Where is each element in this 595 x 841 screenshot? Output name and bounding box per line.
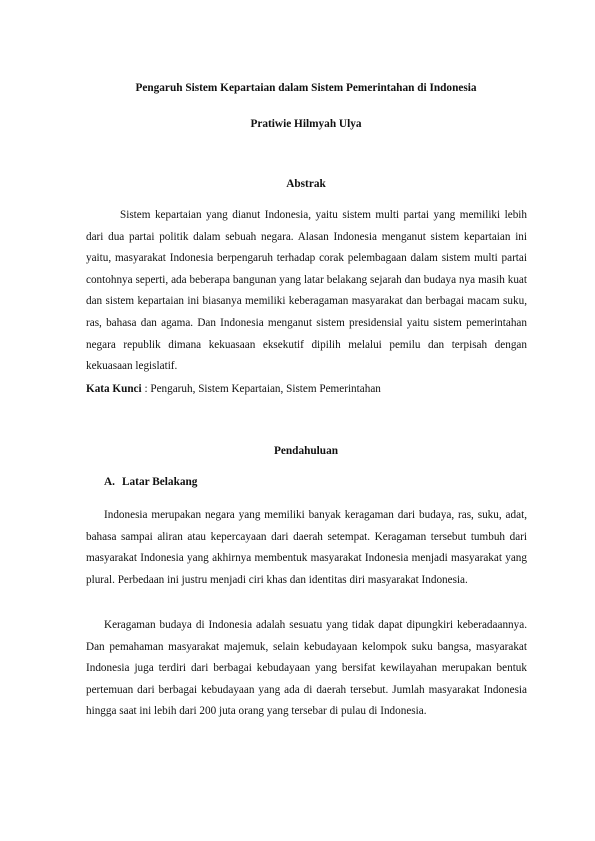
subsection-title: Latar Belakang — [122, 476, 198, 488]
introduction-paragraph: Indonesia merupakan negara yang memiliki banyak keragaman dari budaya, ras, suku, adat, bahasa sampai aliran atau kepercayaan dari daerah setempat. Keragaman tersebut tumbuh dari masyarakat Indonesia yang akhirnya membentuk masyarakat Indonesia menjadi masyarakat yang plural. Perbedaan ini justru menjadi ciri khas dan identitas diri masyarakat Indonesia. — [86, 509, 527, 586]
paper-title: Pengaruh Sistem Kepartaian dalam Sistem Pemerintahan di Indonesia — [135, 82, 477, 94]
abstract-heading: Abstrak — [286, 178, 326, 190]
subsection-letter: A. — [104, 476, 115, 488]
keywords — [86, 381, 527, 397]
paper-author: Pratiwie Hilmyah Ulya — [250, 118, 362, 130]
introduction-heading: Pendahuluan — [273, 445, 339, 457]
subsection-heading — [104, 474, 197, 490]
introduction-paragraph: Keragaman budaya di Indonesia adalah sesuatu yang tidak dapat dipungkiri keberadaannya. Dan pemahaman masyarakat majemuk, selain kebudayaan kelompok suku bangsa, masyarakat Indonesia juga terdiri dari berbagai kebudayaan yang bersifat kewilayahan merupakan bentuk pertemuan dari berbagai kebudayaan yang ada di daerah tersebut. Jumlah masyarakat Indonesia hingga saat ini lebih dari 200 juta orang yang tersebar di pulau di Indonesia. — [86, 619, 527, 718]
abstract-text: Sistem kepartaian yang dianut Indonesia, yaitu sistem multi partai yang memiliki lebih dari dua partai politik dalam sebuah negara. Alasan Indonesia menganut sistem kepartaian ini yaitu, masyarakat Indonesia berpengaruh terhadap corak pelembagaan dalam sistem multi partai contohnya seperti, ada beberapa bangunan yang latar belakang sejarah dan budaya nya masih kuat dan sistem kepartaian ini biasanya memiliki keberagaman masyarakat dan berbagai macam suku, ras, bahasa dan agama. Dan Indonesia menganut sistem presidensial yaitu sistem pemerintahan negara republik dimana kekuasaan eksekutif dipilih melalui pemilu dan terpisah dengan kekuasaan legislatif. — [86, 209, 527, 373]
keywords-value: : Pengaruh, Sistem Kepartaian, Sistem Pemerintahan — [144, 383, 381, 395]
keywords-label: Kata Kunci — [86, 383, 142, 395]
